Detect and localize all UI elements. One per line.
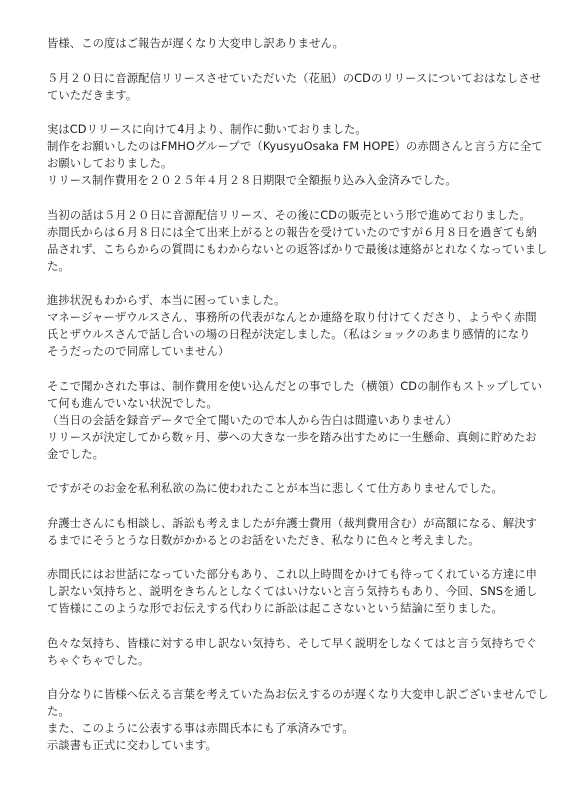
text-line: リリースが決定してから数ヶ月、夢への大きな一歩を踏み出すために一生懸命、真剣に貯めたお xyxy=(47,430,537,444)
paragraph xyxy=(47,70,559,104)
text-line: て何も進んでいない状況でした。 xyxy=(47,396,218,410)
paragraph xyxy=(47,635,559,669)
text-line: ５月２０日に音源配信リリースさせていただいた（花凪）のCDのリリースについておはなしさせ xyxy=(47,71,542,85)
text-line: 自分なりに皆様へ伝える言葉を考えていた為お伝えするのが遅くなり大変申し訳ございませんでし xyxy=(47,688,549,701)
text-line: 品されず、こちらからの質問にもわからないとの返答ばかりで最後は連絡がとれなくなっていまし xyxy=(47,242,548,256)
text-line: 進捗状況もわからず、本当に困っていました。 xyxy=(47,294,286,307)
paragraph xyxy=(47,378,559,463)
text-line: 当初の話は５月２０日に音源配信リリース、その後にCDの販売という形で進めておりました。 xyxy=(47,208,531,222)
text-line: 示談書も正式に交わしています。 xyxy=(47,739,218,752)
text-line: た。 xyxy=(47,705,70,718)
paragraph xyxy=(47,35,559,52)
paragraph xyxy=(47,686,559,754)
text-line: 金でした。 xyxy=(47,447,104,461)
text-line: マネージャーザウルスさん、事務所の代表がなんとか連絡を取り付けてくださり、ようやく赤間 xyxy=(47,311,537,324)
text-line: 色々な気持ち、皆様に対する申し訳ない気持ち、そして早く説明をしなくてはと言う気持ちでぐ xyxy=(47,636,537,650)
text-line: ちゃぐちゃでした。 xyxy=(47,653,150,667)
text-line: そうだったので同席していません） xyxy=(47,345,230,358)
text-line: 実はCDリリースに向けて4月より、制作に動いておりました。 xyxy=(47,123,367,136)
paragraph xyxy=(47,292,559,360)
paragraph xyxy=(47,480,559,497)
text-line: 氏とザウルスさんで話し合いの場の日程が決定しました。（私はショックのあまり感情的になり xyxy=(47,328,531,341)
text-line: （当日の会話を録音データで全て聞いたので本人から告白は間違いありません） xyxy=(47,413,458,427)
text-line: リリース制作費用を２０２５年４月２８日期限で全額振り込み入金済みでした。 xyxy=(47,174,457,187)
document-body xyxy=(47,35,559,754)
text-line: 赤間氏にはお世話になっていた部分もあり、これ以上時間をかけても待ってくれている方達に申 xyxy=(47,568,538,581)
paragraph xyxy=(47,121,559,189)
paragraph xyxy=(47,515,559,549)
text-line: ですがそのお金を私利私欲の為に使われたことが本当に悲しくて仕方ありませんでした。 xyxy=(47,482,503,495)
text-line: 皆様、この度はご報告が遅くなり大変申し訳ありません。 xyxy=(47,37,344,50)
text-line: 赤間氏からは６月８日には全て出来上がるとの報告を受けていたのですが６月８日を過ぎても納 xyxy=(47,225,538,239)
text-line: お願いしておりました。 xyxy=(47,157,173,170)
text-line: し訳ない気持ちと、説明をきちんとしなくてはいけないと言う気持ちもあり、今回、SNSを通し xyxy=(47,585,538,598)
text-line: そこで聞かされた事は、制作費用を使い込んだとの事でした（横領）CDの制作もストップしてい xyxy=(47,379,543,393)
text-line: るまでにそうとうな日数がかかるとのお話をいただき、私なりに色々と考えました。 xyxy=(47,533,480,547)
text-line: た。 xyxy=(47,259,70,273)
paragraph xyxy=(47,207,559,275)
text-line: 弁護士さんにも相談し、訴訟も考えましたが弁護士費用（裁判費用含む）が高額になる、解決す xyxy=(47,516,538,530)
text-line: て皆様にこのような形でお伝えする代わりに訴訟は起こさないという結論に至りました。 xyxy=(47,602,503,615)
text-line: 制作をお願いしたのはFMHOグループで（KyusyuOsaka FM HOPE）の赤間さんと言う方に全て xyxy=(47,140,543,153)
text-line: また、このように公表する事は赤間氏本にも了承済みです。 xyxy=(47,722,354,735)
paragraph xyxy=(47,566,559,617)
text-line: ていただきます。 xyxy=(47,88,138,102)
